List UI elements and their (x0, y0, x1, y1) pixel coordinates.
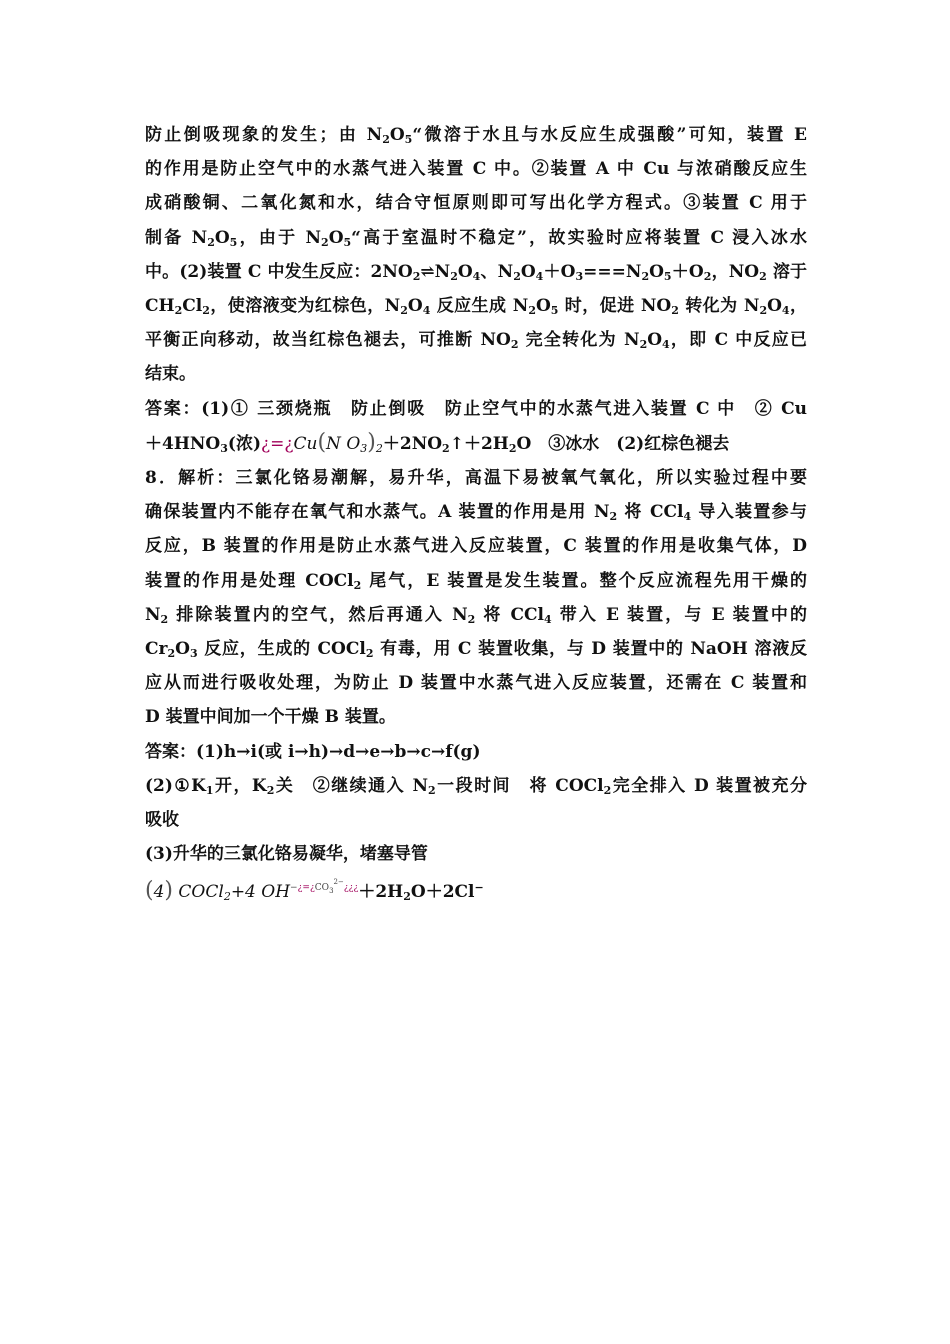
analysis-7-line-7: 平衡正向移动，故当红棕色褪去，可推断 $NO_2$ 完全转化为 $N_2O_4$，即 C 中反应已 (145, 330, 807, 352)
answer-8-line-1: 答案：(1)h→i(或 i→h)→d→e→b→c→f(g) (145, 741, 481, 762)
document-body (145, 118, 807, 910)
analysis-7-line-8: 结束。 (145, 364, 196, 385)
analysis-7-line-5: 中。(2)装置 C 中发生反应：$2NO_2\rightleftharpoons N_2O_4$、$N_2O_4+O_3===N_2O_5+O_2$，$NO_2$ 溶于 (145, 261, 808, 283)
analysis-8-line-7: 应从而进行吸收处理，为防止 D 装置中水蒸气进入反应装置，还需在 C 装置和 (145, 673, 807, 694)
analysis-8-line-3: 反应，B 装置的作用是防止水蒸气进入反应装置，C 装置的作用是收集气体，D (145, 536, 807, 557)
analysis-8-line-5: $N_2$ 排除装置内的空气，然后再通入 $N_2$ 将 CCl$_4$ 带入 E 装置，与 E 装置中的 (145, 604, 807, 626)
answer-8-line-3: 吸收 (145, 810, 179, 831)
analysis-7-line-1: 防止倒吸现象的发生；由 $N_2O_5“$微溶于水且与水反应生成强酸”可知，装置 E (145, 125, 807, 146)
analysis-7-line-6: $CH_2Cl_2$，使溶液变为红棕色，$N_2O_4$ 反应生成 $N_2O_5$ 时，促进 $NO_2$ 转化为 $N_2O_4$， (145, 296, 807, 318)
analysis-8-line-8: D 装置中间加一个干燥 B 装置。 (145, 707, 396, 728)
analysis-8-line-1: 8．解析：三氯化铬易潮解，易升华，高温下易被氧气氧化，所以实验过程中要 (145, 468, 807, 489)
answer-7-line-2: $+4HNO_3$(浓)¿=¿Cu(N $O_3)_2+2NO_2↑+2H_2O$ ③冰水 (2)红棕色褪去 (145, 429, 730, 455)
cocl2-hydrolysis-formula: (4) COCl$_2$+4 $OH^{-¿=¿CO_3^{2-}¿¿¿}$ (145, 878, 359, 904)
answer-8-line-4: (3)升华的三氯化铬易凝华，堵塞导管 (145, 844, 428, 865)
cu-nitrate-formula: ¿=¿Cu(N $O_3)_2$ (261, 429, 383, 455)
answer-8-line-2: $(2)①K_1$开，$K_2$关 ②继续通入 $N_2$一段时间 将 COCl$_2$完全排入 D 装置被充分 (145, 775, 807, 797)
analysis-7-line-3: 成硝酸铜、二氧化氮和水，结合守恒原则即可写出化学方程式。③装置 C 用于 (145, 193, 807, 214)
analysis-8-line-4: 装置的作用是处理 COCl$_2$ 尾气，E 装置是发生装置。整个反应流程先用干燥的 (145, 570, 808, 592)
answer-8-line-5: (4) COCl$_2$+4 $OH^{-¿=¿CO_3^{2-}¿¿¿}+2H_2O+2Cl^-$ (145, 878, 484, 904)
analysis-7-line-2: 的作用是防止空气中的水蒸气进入装置 C 中。②装置 A 中 Cu 与浓硝酸反应生 (145, 159, 807, 180)
answer-7-line-1: 答案：(1)① 三颈烧瓶 防止倒吸 防止空气中的水蒸气进入装置 C 中 ② Cu (145, 398, 807, 419)
analysis-7-line-4: 制备 $N_2O_5$，由于 $N_2O_5“$高于室温时不稳定”，故实验时应将装置 C 浸入冰水 (145, 227, 807, 249)
analysis-8-line-2: 确保装置内不能存在氧气和水蒸气。A 装置的作用是用 $N_2$ 将 CCl$_4$ 导入装置参与 (145, 502, 807, 524)
analysis-8-line-6: $Cr_2O_3$ 反应，生成的 COCl$_2$ 有毒，用 C 装置收集，与 D 装置中的 NaOH 溶液反 (145, 639, 807, 661)
